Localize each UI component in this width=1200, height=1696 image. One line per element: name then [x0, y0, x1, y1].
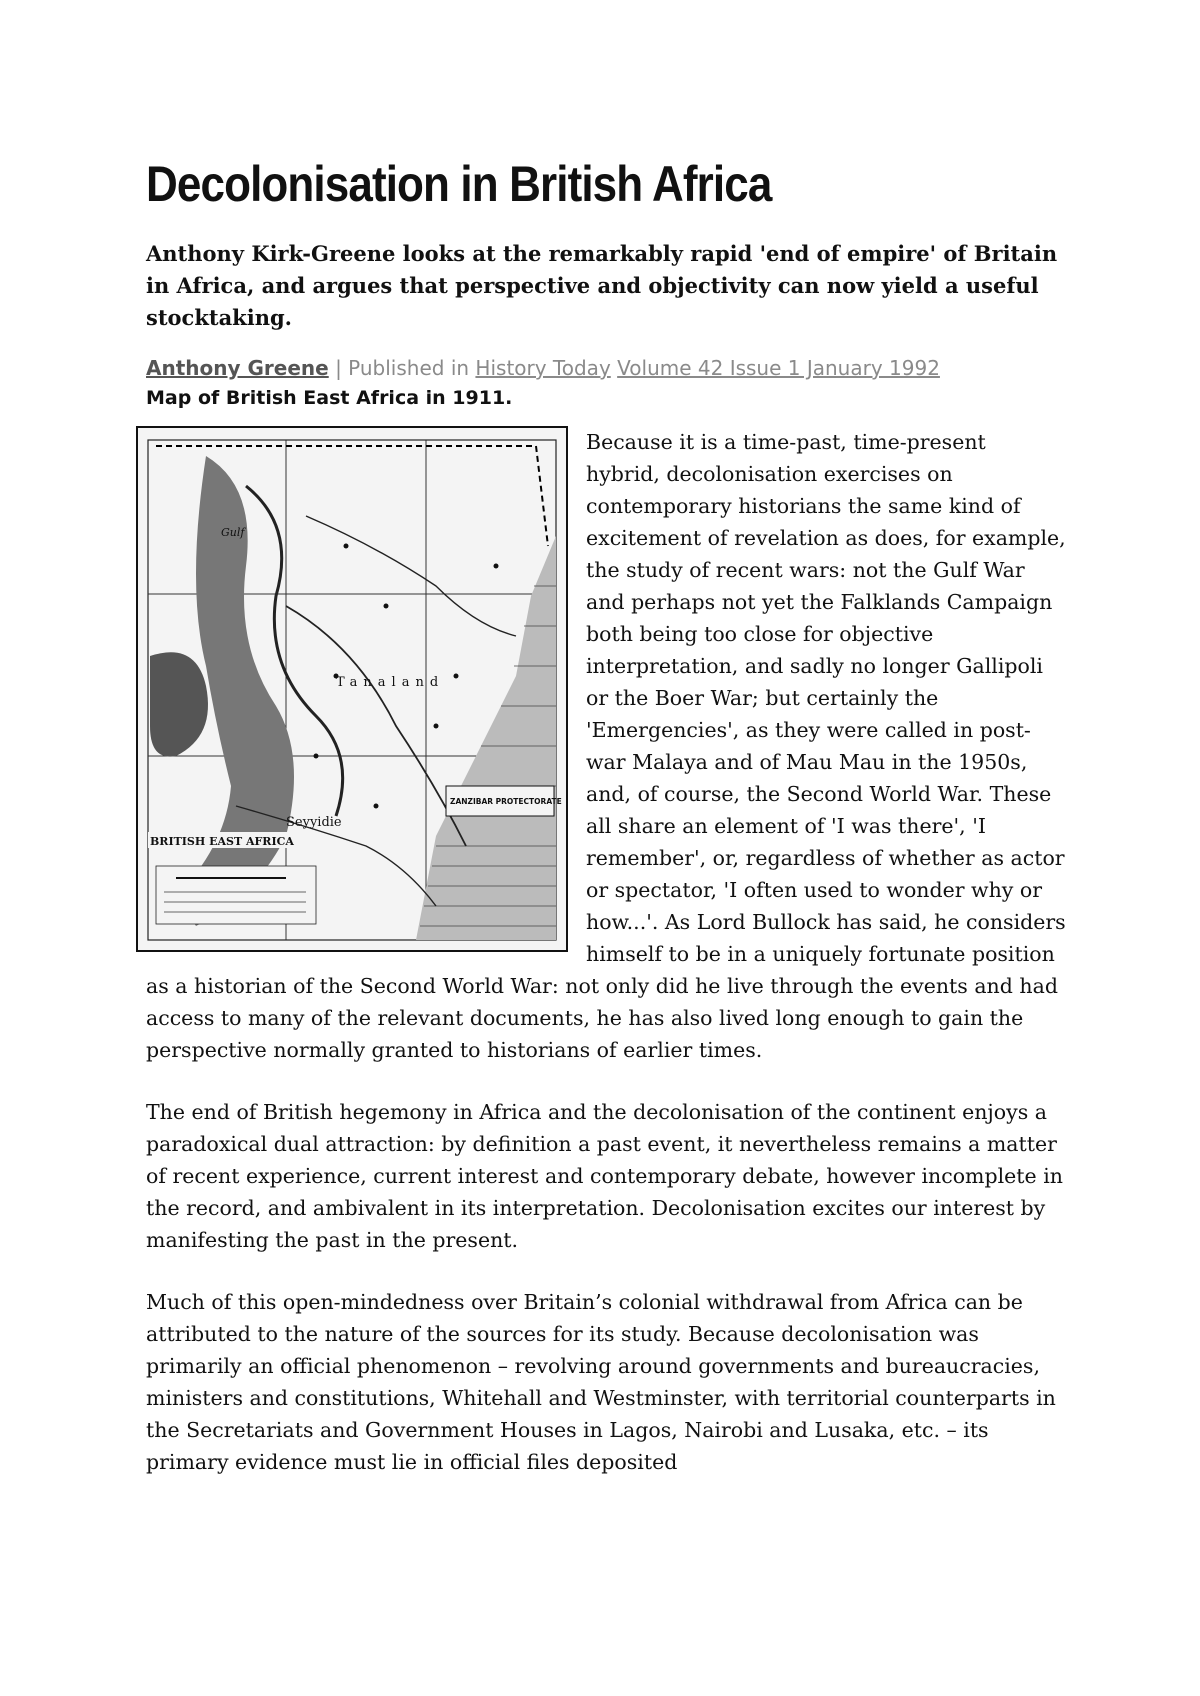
issue-link[interactable]: Volume 42 Issue 1 January 1992 — [617, 356, 940, 380]
article-page — [146, 150, 1066, 1508]
map-seyyidie-label: Seyyidie — [286, 815, 342, 830]
map-title-label: BRITISH EAST AFRICA — [150, 835, 294, 848]
map-gulf-label: Gulf — [221, 526, 245, 539]
article-body — [146, 426, 1066, 1478]
byline-separator: | Published in — [328, 356, 476, 380]
article-paragraph: The end of British hegemony in Africa and the decolonisation of the continent enjoys a paradoxical dual attraction: by definition a past event, it nevertheless remains a matter of recent experience, current interest and contemporary debate, however incomplete in the record, and ambivalent in its interpretation. Decolonisation excites our interest by manifesting the past in the present. — [146, 1100, 1063, 1252]
article-standfirst: Anthony Kirk-Greene looks at the remarkably rapid 'end of empire' of Britain in Africa, and argues that perspective and objectivity can now yield a useful stocktaking. — [146, 241, 1058, 330]
article-paragraph: Much of this open-mindedness over Britain’s colonial withdrawal from Africa can be attributed to the nature of the sources for its study. Because decolonisation was primarily an official phenomenon – revolving around governments and bureaucracies, ministers and constitutions, Whitehall and Westminster, with territorial counterparts in the Secretariats and Government Houses in Lagos, Nairobi and Lusaka, etc. – its primary evidence must lie in official files deposited — [146, 1290, 1056, 1474]
east-africa-map-image — [136, 426, 568, 952]
article-paragraph: Because it is a time-past, time-present hybrid, decolonisation exercises on contemporary historians the same kind of excitement of revelation as does, for example, the study of recent wars: not the Gulf War and perhaps not yet the Falklands Campaign both being too close for objective interpretation, and sadly no longer Gallipoli or the Boer War; but certainly the 'Emergencies', as they were called in post-war Malaya and of Mau Mau in the 1950s, and, of course, the Second World War. These all share an element of 'I was there', 'I remember', or, regardless of whether as actor or spectator, 'I often used to wonder why or how...'. As Lord Bullock has said, he considers himself to be in a uniquely fortunate position as a historian of the Second World War: not only did he live through the events and had access to many of the relevant documents, he has also lived long enough to gain the perspective normally granted to historians of earlier times. — [146, 430, 1066, 1062]
article-title: Decolonisation in British Africa — [146, 156, 772, 212]
figure-caption: Map of British East Africa in 1911. — [146, 387, 513, 409]
map-zanzibar-label: ZANZIBAR PROTECTORATE — [450, 797, 562, 806]
map-region-label: Tanaland — [336, 675, 445, 690]
map-figure — [136, 426, 568, 952]
byline — [146, 352, 1066, 384]
publication-link[interactable]: History Today — [475, 356, 611, 380]
author-link[interactable]: Anthony Greene — [146, 356, 329, 380]
